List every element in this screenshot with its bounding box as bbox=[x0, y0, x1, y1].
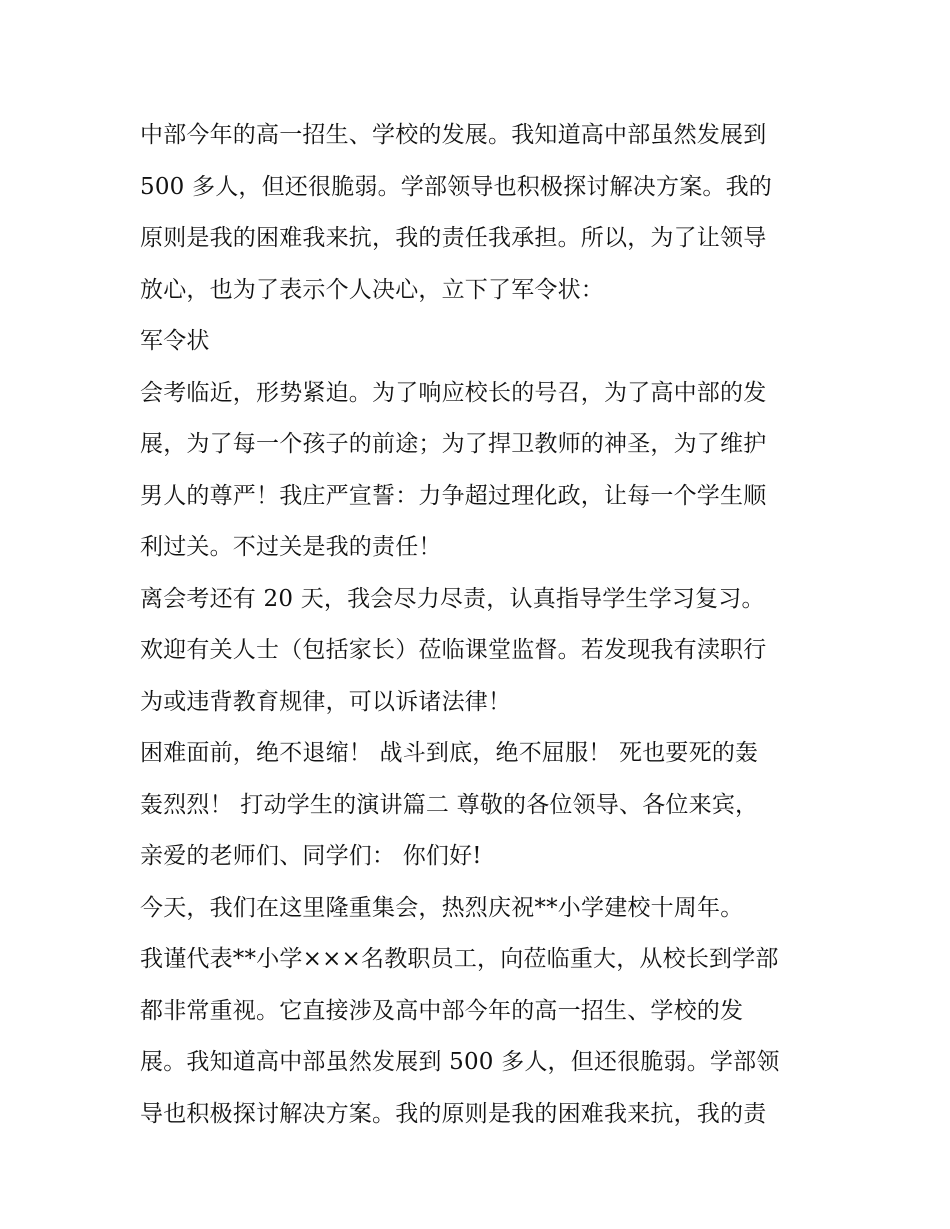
text-line: 500 多人，但还很脆弱。学部领导也积极探讨解决方案。我的 bbox=[140, 173, 773, 200]
text-line: 原则是我的困难我来抗，我的责任我承担。所以，为了让领导 bbox=[140, 225, 767, 251]
text-line: 离会考还有 20 天，我会尽力尽责，认真指导学生学习复习。 bbox=[140, 585, 765, 612]
text-line: 困难面前，绝不退缩！ 战斗到底，绝不屈服！ 死也要死的轰 bbox=[140, 740, 759, 766]
text-line: 展，为了每一个孩子的前途；为了捍卫教师的神圣，为了维护 bbox=[140, 431, 767, 457]
text-line: 亲爱的老师们、同学们： 你们好! bbox=[140, 843, 482, 869]
text-line: 欢迎有关人士（包括家长）莅临课堂监督。若发现我有渎职行 bbox=[140, 637, 767, 663]
section-heading: 军令状 bbox=[140, 328, 210, 354]
text-line: 为或违背教育规律，可以诉诸法律！ bbox=[140, 688, 512, 715]
text-line: 都非常重视。它直接涉及高中部今年的高一招生、学校的发 bbox=[140, 997, 744, 1024]
text-line: 导也积极探讨解决方案。我的原则是我的困难我来抗，我的责 bbox=[140, 1100, 767, 1127]
text-line: 今天，我们在这里隆重集会，热烈庆祝**小学建校十周年。 bbox=[140, 894, 744, 921]
text-line: 中部今年的高一招生、学校的发展。我知道高中部虽然发展到 bbox=[140, 122, 767, 148]
text-line: 我谨代表**小学×××名教职员工，向莅临重大，从校长到学部 bbox=[140, 946, 779, 972]
text-line: 展。我知道高中部虽然发展到 500 多人，但还很脆弱。学部领 bbox=[140, 1049, 780, 1075]
text-line: 轰烈烈！ 打动学生的演讲篇二 尊敬的各位领导、各位来宾， bbox=[140, 791, 759, 818]
text-line: 会考临近，形势紧迫。为了响应校长的号召，为了高中部的发 bbox=[140, 379, 767, 406]
text-line: 男人的尊严！我庄严宣誓：力争超过理化政，让每一个学生顺 bbox=[140, 482, 767, 509]
text-line: 放心，也为了表示个人决心，立下了军令状： bbox=[140, 276, 604, 303]
body-text bbox=[140, 110, 830, 1140]
text-line: 利过关。不过关是我的责任！ bbox=[140, 534, 442, 560]
